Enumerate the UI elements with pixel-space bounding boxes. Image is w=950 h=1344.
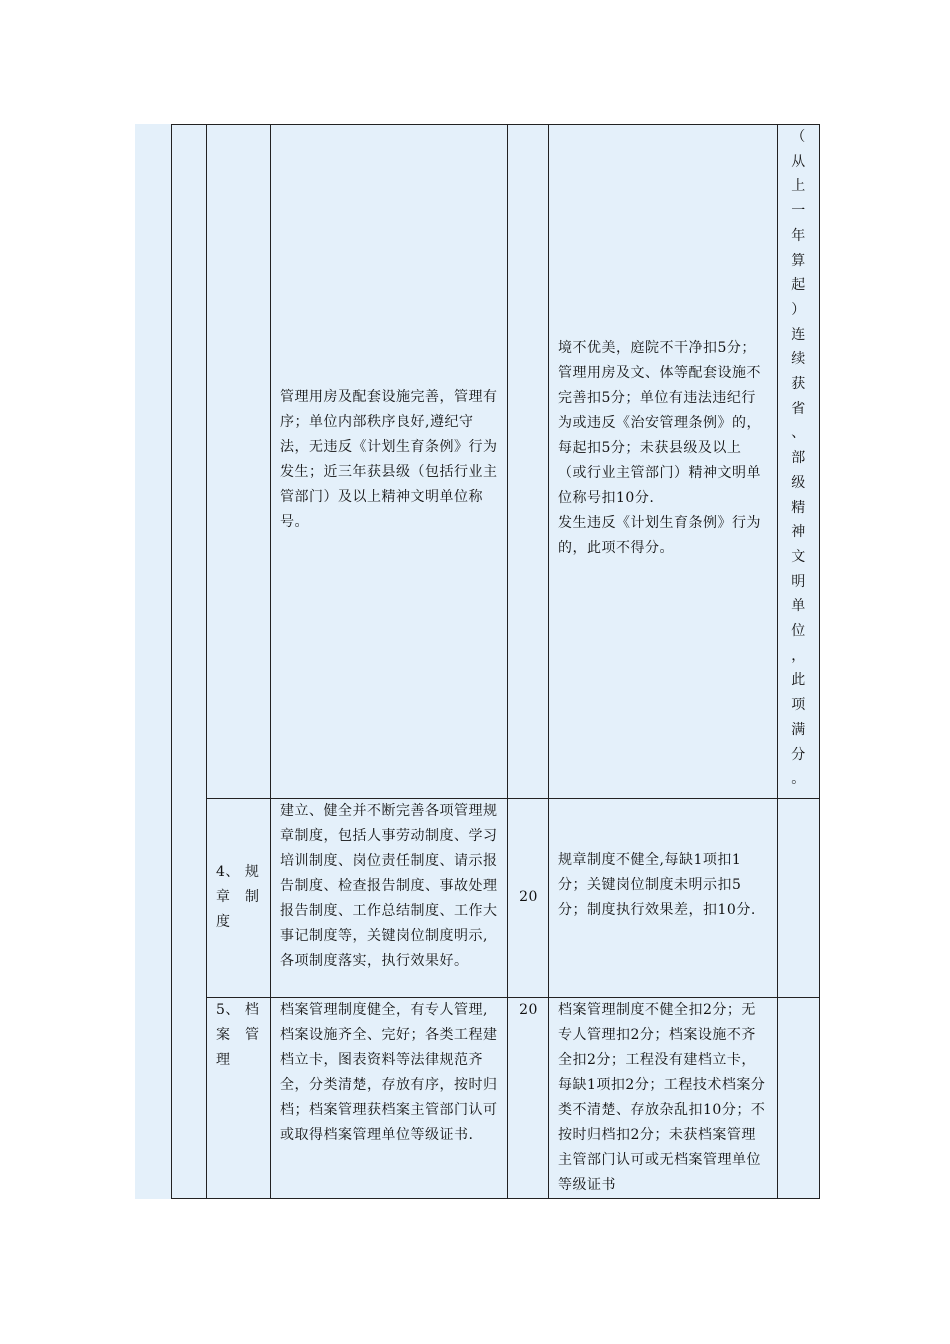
row3-item-line2: 案 管 <box>216 1027 260 1043</box>
note-char: （ <box>791 129 806 145</box>
note-char: 起 <box>791 277 806 294</box>
note-char: 、 <box>791 425 806 442</box>
table-border-bottom <box>171 1198 820 1199</box>
note-char: 。 <box>791 771 806 788</box>
row3-deduction-cell <box>549 998 778 1199</box>
row2-score: 20 <box>519 889 538 905</box>
row3-col1 <box>171 998 207 1199</box>
row2-item-line1: 4、 规 <box>216 864 260 880</box>
row2-item-line3: 度 <box>216 914 231 930</box>
table-border-top <box>171 124 820 125</box>
note-char: 算 <box>791 252 806 269</box>
row2-col1 <box>171 799 207 998</box>
note-char: 神 <box>791 524 806 541</box>
row1-note-vertical-text <box>778 125 819 792</box>
row-divider <box>207 798 820 799</box>
note-char: 省 <box>791 400 806 417</box>
column-divider <box>270 124 271 1199</box>
row3-score: 20 <box>519 1002 538 1018</box>
note-char: 位 <box>791 623 806 640</box>
note-char: 满 <box>791 721 806 738</box>
row3-standard-text: 档案管理制度健全，有专人管理,档案设施齐全、完好；各类工程建档立卡，图表资料等法律规范齐全，分类清楚，存放有序，按时归档；档案管理获档案主管部门认可或取得档案管理单位等级证书. <box>280 1002 498 1143</box>
note-char: 续 <box>791 351 806 368</box>
note-char: 项 <box>791 697 806 714</box>
note-char: 连 <box>791 326 806 343</box>
column-divider <box>548 124 549 1199</box>
row2-item-cell <box>207 799 271 998</box>
row1-col1 <box>171 125 207 799</box>
row1-deduction-cell <box>549 125 778 799</box>
row3-item-line1: 5、 档 <box>216 1002 260 1018</box>
row3-item-cell <box>207 998 271 1199</box>
note-char: 单 <box>791 598 806 615</box>
page-left-strip <box>135 124 171 1199</box>
note-char: 明 <box>791 573 806 590</box>
note-char: 一 <box>791 203 806 220</box>
row3-score-cell <box>508 998 549 1199</box>
row3-note-cell <box>778 998 819 1199</box>
row1-deduction-text-2: 发生违反《计划生育条例》行为的，此项不得分。 <box>558 515 761 556</box>
row2-item-line2: 章 制 <box>216 889 260 905</box>
note-char: 从 <box>791 153 806 170</box>
row3-item-line3: 理 <box>216 1052 231 1068</box>
row3-deduction-text: 档案管理制度不健全扣2分；无专人管理扣2分；档案设施不齐全扣2分；工程没有建档立卡，每缺1项扣2分；工程技术档案分类不清楚、存放杂乱扣10分；不按时归档扣2分；未获档案管理主管部门认可或无档案管理单位等级证书 <box>558 1002 766 1193</box>
row2-standard-cell <box>271 799 508 998</box>
column-divider <box>507 124 508 1199</box>
note-char: 部 <box>791 450 806 467</box>
note-char: 分 <box>791 746 806 763</box>
row1-item-cell <box>207 125 271 799</box>
row1-deduction-text: 境不优美，庭院不干净扣5分；管理用房及文、体等配套设施不完善扣5分；单位有违法违纪行为或违反《治安管理条例》的，每起扣5分；未获县级及以上（或行业主管部门）精神文明单位称号扣10分. <box>558 340 761 506</box>
row2-note-cell <box>778 799 819 998</box>
row3-standard-cell <box>271 998 508 1199</box>
note-char: 级 <box>791 474 806 491</box>
column-divider <box>171 124 172 1199</box>
column-divider <box>777 124 778 1199</box>
row-divider <box>207 997 820 998</box>
note-char: 上 <box>791 178 806 195</box>
column-divider <box>206 124 207 1199</box>
note-char: 此 <box>791 672 806 689</box>
row2-deduction-cell <box>549 799 778 998</box>
note-char: ） <box>791 301 806 318</box>
note-char: 文 <box>791 548 806 565</box>
note-char: ， <box>791 647 806 664</box>
note-char: 获 <box>791 376 806 393</box>
note-char: 精 <box>791 499 806 516</box>
row1-standard-text: 管理用房及配套设施完善，管理有序；单位内部秩序良好,遵纪守法，无违反《计划生育条例》行为发生；近三年获县级（包括行业主管部门）及以上精神文明单位称号。 <box>280 389 498 530</box>
row2-deduction-text: 规章制度不健全,每缺1项扣1分；关键岗位制度未明示扣5分；制度执行效果差，扣10分. <box>558 852 756 918</box>
row2-standard-text: 建立、健全并不断完善各项管理规章制度，包括人事劳动制度、学习培训制度、岗位责任制度、请示报告制度、检查报告制度、事故处理报告制度、工作总结制度、工作大事记制度等，关键岗位制度明示,各项制度落实，执行效果好。 <box>280 803 498 969</box>
note-char: 年 <box>791 227 806 244</box>
table-border-right <box>819 124 820 1199</box>
row1-standard-cell <box>271 125 508 799</box>
row1-score-cell <box>508 125 549 799</box>
row1-note-cell <box>778 125 819 799</box>
row2-score-cell <box>508 799 549 998</box>
